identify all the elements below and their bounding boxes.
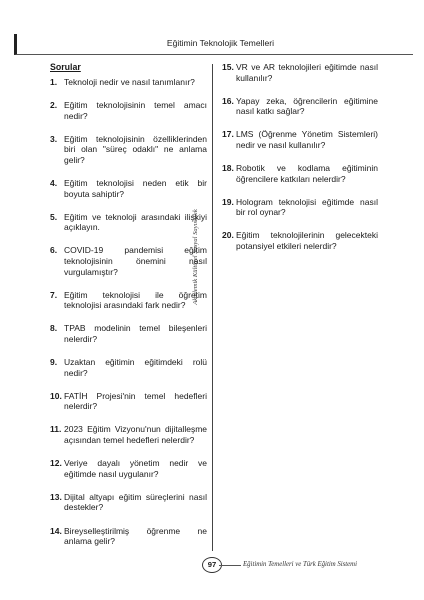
question-list-left (50, 77, 207, 547)
question-text: TPAB modelinin temel bileşenleri nelerdir? (64, 323, 207, 344)
question-item (222, 96, 378, 117)
question-text: Eğitim teknolojisinin özelliklerinden biri olan "süreç odaklı" ne anlama gelir? (64, 133, 207, 165)
question-item (50, 100, 207, 121)
question-number: 11. (50, 424, 62, 435)
question-item (50, 323, 207, 344)
question-number: 12. (50, 458, 62, 469)
footer-book-title: Eğitimin Temelleri ve Türk Eğitim Sistemi (243, 561, 357, 568)
question-number: 7. (50, 289, 58, 300)
question-list-right (222, 62, 378, 252)
question-number: 15. (222, 62, 234, 72)
column-divider (212, 64, 213, 551)
question-text: LMS (Öğrenme Yönetim Sistemleri) nedir ve nasıl kullanılır? (236, 129, 378, 150)
question-number: 17. (222, 129, 234, 140)
question-text: Yapay zeka, öğrencilerin eğitimine nasıl katkı sağlar? (236, 95, 378, 117)
question-number: 8. (50, 323, 58, 334)
question-number: 14. (50, 525, 62, 536)
questions-right-column (222, 62, 378, 264)
question-item (222, 129, 378, 150)
question-number: 20. (222, 230, 234, 241)
question-item (222, 197, 378, 218)
question-number: 4. (50, 178, 58, 189)
question-item (50, 77, 207, 88)
question-text: Dijital altyapı eğitim süreçlerini nasıl destekler? (64, 491, 207, 513)
question-text: Teknoloji nedir ve nasıl tanımlanır? (64, 77, 195, 87)
question-item (50, 290, 207, 311)
question-text: Robotik ve kodlama eğitiminin öğrencilere katkıları nelerdir? (236, 163, 378, 184)
question-text: VR ve AR teknolojileri eğitimde nasıl kullanılır? (236, 62, 378, 83)
question-number: 10. (50, 390, 62, 401)
question-item (222, 62, 378, 83)
question-item (50, 492, 207, 513)
question-text: Eğitim teknolojisi neden etik bir boyuta sahiptir? (64, 178, 207, 199)
question-text: Bireyselleştirilmiş öğrenme ne anlama gelir? (64, 525, 207, 547)
question-number: 5. (50, 211, 58, 222)
page-number: 97 (202, 557, 222, 573)
question-number: 13. (50, 491, 62, 502)
question-number: 16. (222, 95, 234, 106)
question-item (50, 212, 207, 233)
question-number: 9. (50, 357, 58, 368)
question-item (50, 458, 207, 479)
question-number: 18. (222, 163, 234, 174)
question-text: FATİH Projesi'nin temel hedefleri nelerdir? (64, 390, 207, 412)
question-item (50, 245, 207, 277)
running-header-title: Eğitimin Teknolojik Temelleri (166, 38, 274, 48)
question-text: Hologram teknolojisi eğitimde nasıl bir rol oynar? (236, 196, 378, 218)
question-text: Eğitim teknolojisinin temel amacı nedir? (64, 100, 207, 121)
question-item (50, 424, 207, 445)
question-item (222, 230, 378, 251)
question-item (222, 163, 378, 184)
question-text: Eğitim teknolojilerinin gelecekteki potansiyel etkileri nelerdir? (236, 230, 378, 252)
footer-rule (219, 565, 241, 566)
question-text: 2023 Eğitim Vizyonu'nun dijitalleşme açısından temel hedefleri nelerdir? (64, 424, 207, 446)
question-number: 19. (222, 196, 234, 207)
question-text: COVID-19 pandemisi eğitim teknolojisinin önemini nasıl vurgulamıştır? (64, 245, 207, 277)
section-heading: Sorular (50, 62, 81, 72)
question-number: 2. (50, 100, 58, 111)
question-text: Uzaktan eğitimin eğitimdeki rolü nedir? (64, 357, 207, 378)
question-number: 1. (50, 77, 58, 87)
side-publisher-label: Akademik Kültürel Sosyal Sayısallık (192, 209, 199, 305)
question-item (50, 178, 207, 199)
questions-left-column (50, 62, 207, 559)
question-text: Veriye dayalı yönetim nedir ve eğitimde nasıl uygulanır? (64, 458, 207, 479)
question-item (50, 391, 207, 412)
question-text: Eğitim ve teknoloji arasındaki ilişkiyi açıklayın. (64, 211, 207, 233)
question-item (50, 357, 207, 378)
question-number: 6. (50, 245, 58, 256)
question-item (50, 526, 207, 547)
question-number: 3. (50, 133, 58, 144)
question-item (50, 134, 207, 166)
question-text: Eğitim teknolojisi ile öğretim teknolojisi arasındaki fark nedir? (64, 289, 207, 311)
